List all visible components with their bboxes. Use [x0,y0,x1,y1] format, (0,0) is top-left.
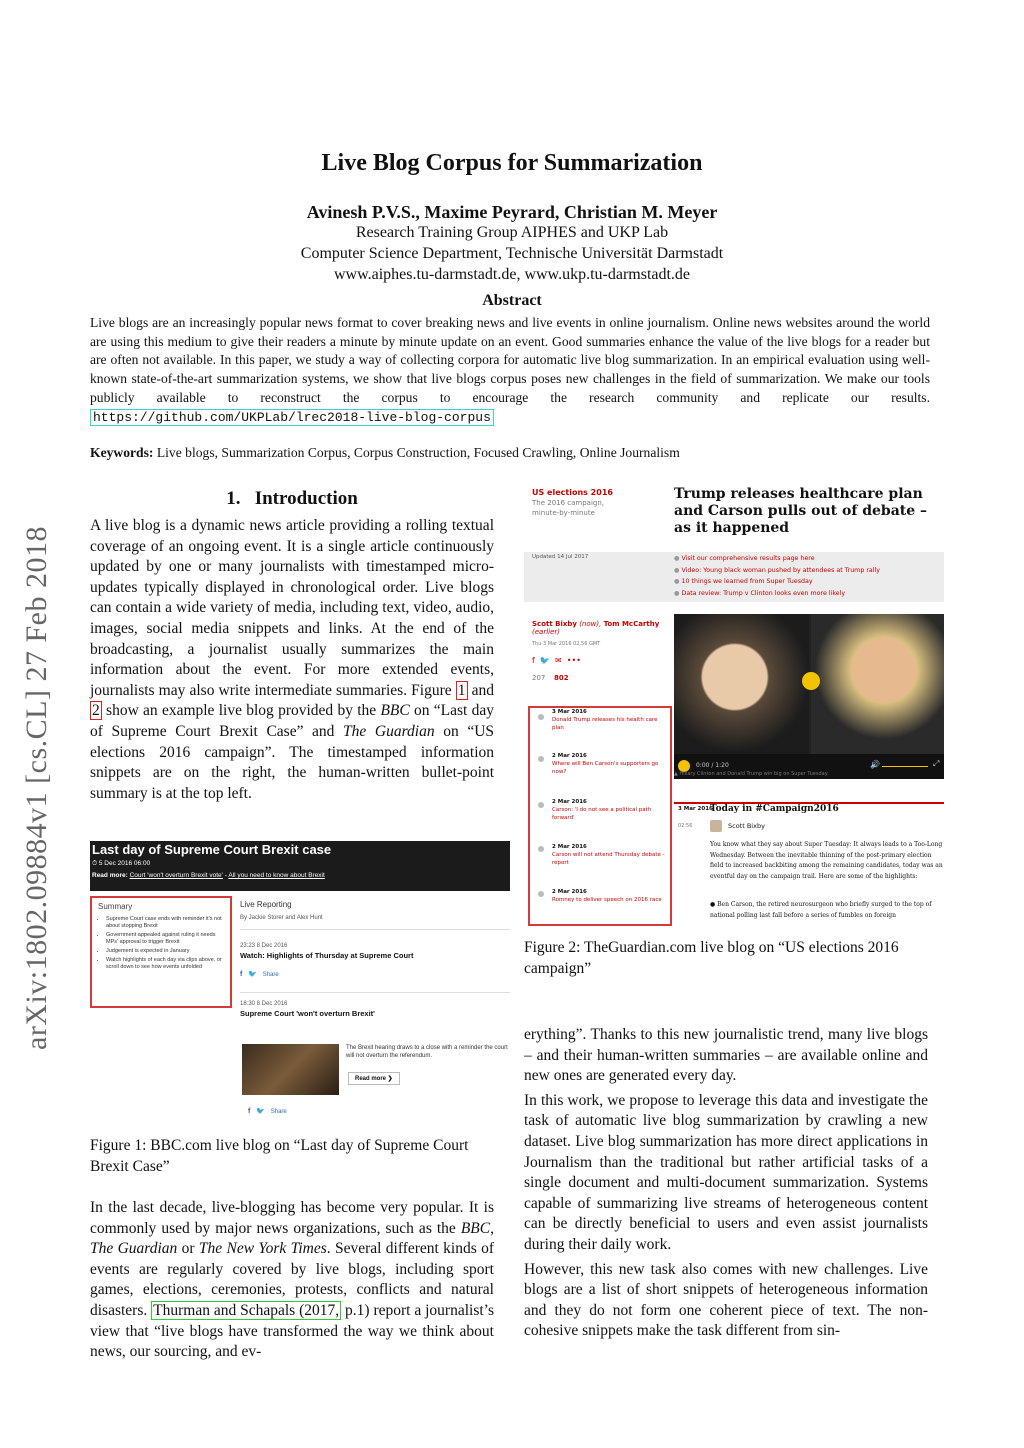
fullscreen-icon[interactable]: ⤢ [933,759,940,768]
guardian-headline: Trump releases healthcare plan and Carson pulls out of debate – as it happened [674,486,928,536]
bbc-header [90,841,510,891]
email-icon[interactable]: ✉ [554,656,562,665]
guardian-tag[interactable]: US elections 2016 [532,488,613,497]
guardian-social-row [532,656,581,665]
list-item[interactable]: ● 10 things we learned from Super Tuesday [674,578,813,585]
guardian-byline: Scott Bixby (now), Tom McCarthy (earlier) [532,620,660,636]
timeline-dot [538,714,544,720]
timeline-item[interactable]: 2 Mar 2016 Carson will not attend Thursday debate - report [552,844,665,866]
intro-text: The Guardian [90,1240,178,1258]
facebook-icon[interactable]: f [248,1108,251,1115]
affiliation-line-2: Computer Science Department, Technische Universität Darmstadt [300,245,724,262]
list-item[interactable]: ● Data review: Trump v Clinton looks even more likely [674,589,846,597]
intro-text: The Guardian [343,722,435,740]
comment-count[interactable]: 802 [554,674,569,682]
arxiv-stamp: arXiv:1802.09884v1 [cs.CL] 27 Feb 2018 [20,526,53,1050]
intro-text: The New York Times [198,1240,327,1258]
intro-paragraph-1 [90,516,494,804]
bbc-post-time: 18:30 8 Dec 2016 [240,1001,288,1007]
intro-text: or [181,1240,195,1258]
intro-text: show an example live blog provided by the [106,702,377,720]
affiliation-line-1: Research Training Group AIPHES and UKP Lab [355,224,669,241]
timeline-item[interactable]: 3 Mar 2016 Donald Trump releases his health care plan [552,709,658,731]
photo-clinton [674,614,809,754]
twitter-icon[interactable]: 🐦 [256,1108,265,1115]
bbc-share-row [248,1107,287,1115]
bbc-byline: By Jackie Storer and Alex Hunt [240,915,323,921]
guardian-updated: Updated 14 Jul 2017 [532,554,589,560]
photo-caption: ▲ Hillary Clinton and Donald Trump win big on Super Tuesday. [674,771,829,777]
intro-text: BBC [460,1219,491,1237]
timeline-dot [538,802,544,808]
list-item: • Watch highlights of each day via clips above, or scroll down to see how events unfolded [106,957,226,971]
section-number: 1. [226,488,241,509]
entry-date: 3 Mar 2016 [678,806,713,812]
citation-link[interactable]: Thurman and Schapals (2017, [153,1301,340,1319]
intro-text: on “Last day of Supreme Court Brexit Case” and [90,702,494,740]
share-count: 207 [532,674,546,682]
volume-slider[interactable] [882,766,928,767]
guardian-timeline [528,706,672,926]
paragraph: However, this new task also comes with new challenges. Live blogs are a list of short snippets of heterogeneous information and they do not form one coherent piece of text. The non-cohesive snippets make the task different from sin- [524,1260,928,1340]
timeline-dot [538,756,544,762]
bbc-post-time: 23:23 8 Dec 2016 [240,943,288,949]
figure-2-caption: Figure 2: TheGuardian.com live blog on “US elections 2016 campaign” [524,939,899,977]
guardian-video-player[interactable] [674,614,944,779]
intro-text: . Several different kinds of events are regularly covered by live blogs, including sport games, elections, ceremonies, protests, conflicts and natural disasters. [90,1240,495,1319]
keywords-label: Keywords: [90,445,154,460]
bbc-link-2[interactable]: All you need to know about Brexit [228,872,325,879]
intro-text: In the last decade, live-blogging has become very popular. It is commonly used by major news organizations, such as the [90,1199,494,1237]
bbc-post-title[interactable]: Watch: Highlights of Thursday at Supreme Court [240,951,414,960]
intro-paragraph-2: In the last decade, live-blogging has become very popular. It is commonly used by major news organizations, such as the BBC, The Guardian or The New York Times. Several different kinds of events are regularly covered by live blogs, including sport games, elections, ceremonies, protests, conflicts and natural disasters. Thurman and Schapals (2017, p.1) report a journalist’s view that “live blogs have transformed the way we think about news, our sourcing, and ev- [90,1199,495,1361]
bbc-title: Last day of Supreme Court Brexit case [92,842,332,857]
entry-time: 02:56 [678,823,693,829]
bbc-read-more: Read more: Court 'won't overturn Brexit vote' - All you need to know about Brexit [92,872,325,879]
abstract [90,314,930,427]
abstract-url-link[interactable]: https://github.com/UKPLab/lrec2018-live-blog-corpus [90,409,494,426]
photo-trump [811,614,944,754]
entry-author: Scott Bixby [728,822,765,830]
authors: Avinesh P.V.S., Maxime Peyrard, Christian M. Meyer [306,202,718,222]
paragraph: In this work, we propose to leverage this data and investigate the task of automatic live blog summarization by crawling a new dataset. Live blog summarization has more direct applications in Journalism than the traditional but rather artificial tasks of a single document and multi-document summarization. Systems capable of summarizing live streams of heterogeneous content can be directly beneficial to users and even assist journalists during their daily work. [524,1091,928,1253]
intro-text: and [471,681,495,699]
player-time: 0:00 / 1:20 [696,762,729,769]
timeline-item[interactable]: 2 Mar 2016 Romney to deliver speech on 2016 race [552,889,662,903]
keywords-text: Live blogs, Summarization Corpus, Corpus Construction, Focused Crawling, Online Journalism [156,445,680,460]
figure-ref-2-link[interactable]: 2 [92,702,100,720]
volume-icon[interactable]: 🔊 [870,760,880,769]
list-item: • Judgement is expected in January [106,948,226,955]
share-button[interactable]: Share [262,972,279,978]
bbc-post-title[interactable]: Supreme Court 'won't overturn Brexit' [240,1009,375,1018]
list-item[interactable]: ● Visit our comprehensive results page here [674,555,815,562]
guardian-byline-date: Thu 3 Mar 2016 02.56 GMT [532,641,601,647]
timeline-dot [538,846,544,852]
intro-text: BBC [380,702,410,720]
list-item[interactable]: ● Video: Young black woman pushed by attendees at Trump rally [674,566,880,574]
twitter-icon[interactable]: 🐦 [539,656,550,665]
list-item: • Government appealed against ruling it needs MPs' approval to trigger Brexit [106,932,226,946]
guardian-bullets [674,553,942,599]
bbc-live-reporting [240,896,510,1018]
bbc-date: ⏱ 5 Dec 2016 06:00 [92,860,151,867]
entry-title: Today in #Campaign2016 [710,804,839,814]
section-heading [90,488,494,510]
entry-text: You know what they say about Super Tuesday: It always leads to a Too-Long Wednesday. Between the inevitable thinning of the post-primary election field to increased backbiting among the remaining candidates, today was an eventful day on the campaign trail. Here are some of the highlights: [710,841,943,880]
abstract-heading: Abstract [482,292,542,309]
figure-1-bbc-screenshot [90,841,510,1131]
keywords [90,445,930,461]
more-icon[interactable]: ••• [566,656,581,665]
intro-text: on “US elections 2016 campaign”. The timestamped information snippets are on the right, the human-written bullet-point summary is at the top left. [90,722,495,802]
facebook-icon[interactable]: f [532,656,535,665]
timeline-item[interactable]: 2 Mar 2016 Carson: 'I do not see a political path forward' [552,799,652,821]
timeline-dot [538,891,544,897]
timeline-item[interactable]: 2 Mar 2016 Where will Ben Carson's supporters go now? [552,753,659,775]
right-column [524,1025,928,1342]
bbc-post-text: The Brexit hearing draws to a close with a reminder the court will not overturn the referendum. [346,1045,508,1059]
avatar [710,820,722,832]
intro-text: p.1) report a journalist’s view that “live blogs have transformed the way we think about news, our sourcing, and ev- [90,1301,494,1361]
affiliation-line-3: www.aiphes.tu-darmstadt.de, www.ukp.tu-darmstadt.de [333,266,691,283]
abstract-text: Live blogs are an increasingly popular news format to cover breaking news and live events in online journalism. Online news websites around the world are using this medium to give their readers a minute by minute update on an event. Good summaries enhance the value of the live blogs for a reader but are often not available. In this paper, we study a way of collecting corpora for automatic live blog summarization. In an empirical evaluation using well-known state-of-the-art summarization systems, we show that live blogs corpus poses new challenges in the field of summarization. We make our tools publicly available to reconstruct the corpus to encourage the research community and replicate our results. [90,315,930,405]
facebook-icon[interactable]: f [240,971,243,978]
twitter-icon[interactable]: 🐦 [248,971,257,978]
bbc-summary-list [96,916,226,973]
bbc-post-image [242,1044,339,1095]
share-button[interactable]: Share [270,1109,287,1115]
bbc-summary-box [90,896,232,1008]
figure-2-guardian-screenshot [524,484,944,924]
bbc-share-row [240,970,510,978]
paragraph: erything”. Thanks to this new journalistic trend, many live blogs – and their human-written summaries – are available online and new ones are generated every day. [524,1026,928,1085]
entry-bullet: ● Ben Carson, the retired neurosurgeon who briefly surged to the top of national polling last fall before a series of fumbles on foreign [710,901,932,919]
read-more-button[interactable]: Read more ❯ [348,1072,400,1085]
bbc-live-reporting-title: Live Reporting [240,900,292,909]
bbc-link-1[interactable]: Court 'won't overturn Brexit vote' [129,872,223,879]
paper-title: Live Blog Corpus for Summarization [321,150,703,176]
guardian-subtag: minute-by-minute [532,509,595,517]
play-icon[interactable] [802,672,820,690]
list-item: • Supreme Court case ends with reminder it's not about stopping Brexit [106,916,226,930]
guardian-subtag: The 2016 campaign, [532,499,605,507]
intro-text: A live blog is a dynamic news article providing a rolling textual coverage of an ongoing event. It is a single article continuously updated by one or many journalists with timestamped micro-updates typically displayed in chronological order. Live blogs can contain a wide variety of media, including text, video, audio, images, social media snippets and links. At the end of the broadcasting, a journalist usually summarizes the main information about the event. For more extended events, journalists may also write intermediate summaries. Figure [90,517,494,699]
figure-1-caption: Figure 1: BBC.com live blog on “Last day of Supreme Court Brexit Case” [90,1137,469,1175]
figure-ref-1-link[interactable]: 1 [457,681,466,699]
bbc-summary-title: Summary [98,902,133,911]
section-title: Introduction [254,488,358,509]
bbc-read-more-label: Read more: [92,872,128,879]
